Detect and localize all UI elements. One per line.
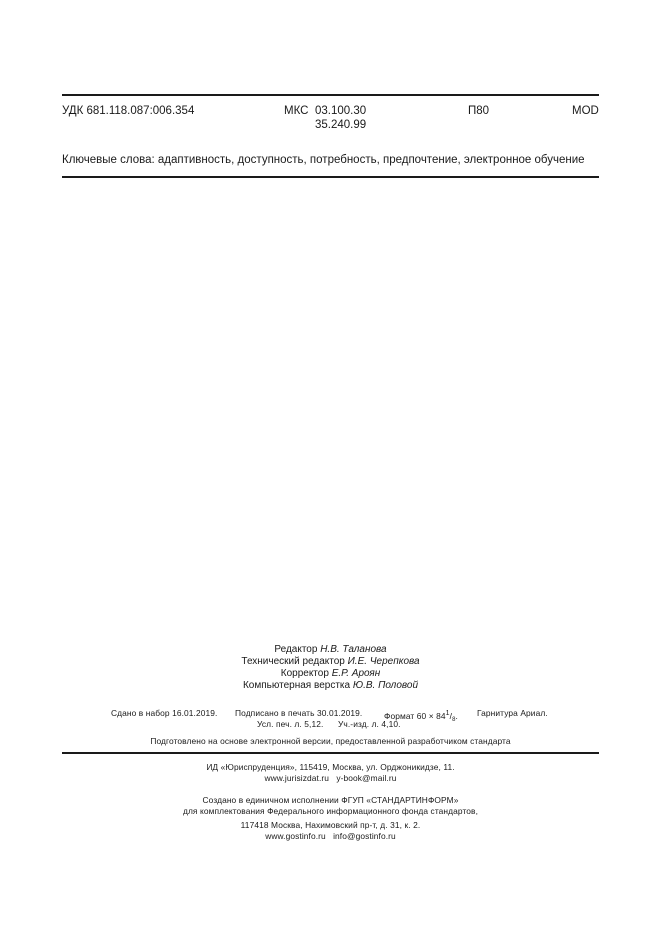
corrector-name: Е.Р. Ароян — [331, 668, 381, 679]
printer-line-2: для комплектования Федерального информационного фонда стандартов, — [182, 806, 479, 816]
mks-label: МКС — [284, 105, 309, 117]
publisher-email-link[interactable]: y-book@mail.ru — [336, 773, 397, 783]
printer-email-link[interactable]: info@gostinfo.ru — [333, 831, 396, 841]
publisher-contacts — [62, 773, 599, 784]
printer-contacts — [62, 831, 599, 842]
corrector-label: Корректор — [280, 668, 329, 679]
imprint-format: Формат $60 \times 84^1/_8$. — [384, 710, 458, 723]
imprint-rule — [62, 752, 599, 754]
imprint-typeface: Гарнитура Ариал. — [477, 708, 548, 718]
layout-name: Ю.В. Половой — [352, 680, 419, 691]
tech-editor-name: И.Е. Черепкова — [347, 656, 420, 667]
editor-label: Редактор — [274, 644, 318, 655]
top-rule — [62, 94, 599, 96]
imprint-source-note: Подготовлено на основе электронной версии, предоставленной разработчиком стандарта — [150, 736, 511, 746]
format-denominator: 8 — [452, 717, 456, 723]
mks-code-2: 35.240.99 — [315, 119, 367, 131]
format-numerator: 1 — [445, 710, 450, 717]
imprint-print-date: Подписано в печать 30.01.2019. — [235, 708, 363, 718]
credit-layout — [62, 679, 599, 692]
udk-code: УДК 681.118.087:006.354 — [62, 105, 195, 117]
printer-site-link[interactable]: www.gostinfo.ru — [265, 831, 326, 841]
p-code: П80 — [468, 105, 490, 117]
imprint-print-sheets: Усл. печ. л. 5,12. — [257, 719, 324, 729]
tech-editor-label: Технический редактор — [241, 656, 345, 667]
format-prefix: Формат 60 × 84 — [384, 711, 446, 721]
imprint-publishing-sheets: Уч.-изд. л. 4,10. — [338, 719, 401, 729]
publisher-address: ИД «Юриспруденция», 115419, Москва, ул. Орджоникидзе, 11. — [206, 762, 455, 772]
keywords-rule — [62, 176, 599, 178]
mod-label: MOD — [572, 105, 599, 117]
mks-code-1: 03.100.30 — [315, 105, 367, 117]
printer-address: 117418 Москва, Нахимовский пр-т, д. 31, к. 2. — [240, 820, 421, 830]
publisher-site-link[interactable]: www.jurisizdat.ru — [264, 773, 330, 783]
keywords-line: Ключевые слова: адаптивность, доступность, потребность, предпочтение, электронное обучение — [62, 154, 585, 166]
imprint-typeset-date: Сдано в набор 16.01.2019. — [111, 708, 218, 718]
format-suffix: . — [455, 711, 458, 721]
layout-label: Компьютерная верстка — [242, 680, 351, 691]
printer-line-1: Создано в единичном исполнении ФГУП «СТАНДАРТИНФОРМ» — [202, 795, 459, 805]
editor-name: Н.В. Таланова — [320, 644, 387, 655]
